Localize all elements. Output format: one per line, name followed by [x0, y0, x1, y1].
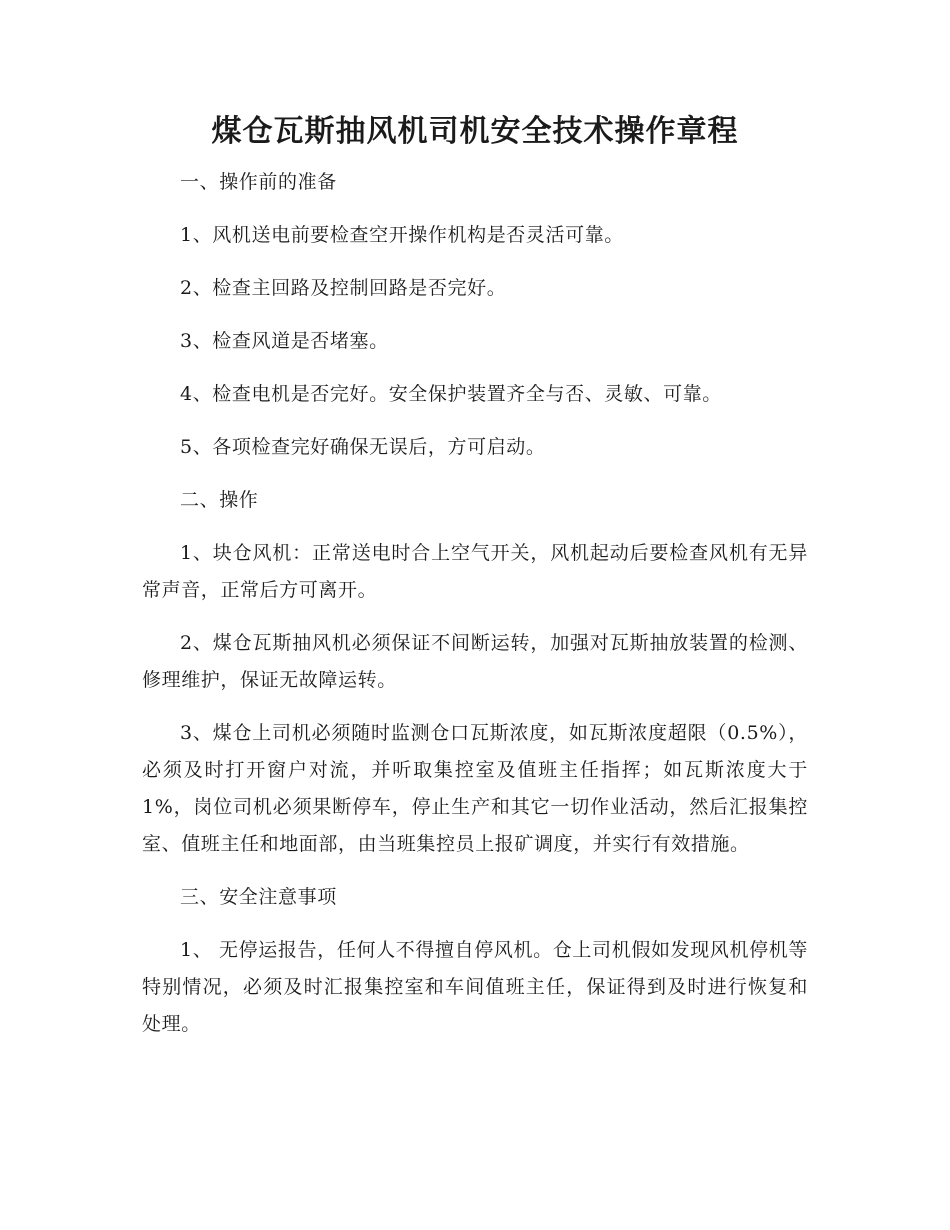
section-heading-preparation: 一、操作前的准备	[180, 171, 337, 193]
document-body	[142, 164, 808, 1059]
paragraph: 3、煤仓上司机必须随时监测仓口瓦斯浓度，如瓦斯浓度超限（0.5%），必须及时打开窗户对流，并听取集控室及值班主任指挥；如瓦斯浓度大于1%，岗位司机必须果断停车，停止生产和其它一切作业活动，然后汇报集控室、值班主任和地面部，由当班集控员上报矿调度，并实行有效措施。	[142, 722, 808, 855]
document-title: 煤仓瓦斯抽风机司机安全技术操作章程	[211, 114, 739, 149]
paragraph: 1、风机送电前要检查空开操作机构是否灵活可靠。	[180, 224, 624, 246]
paragraph: 3、检查风道是否堵塞。	[180, 330, 389, 352]
paragraph: 1、 无停运报告，任何人不得擅自停风机。仓上司机假如发现风机停机等特别情况，必须及时汇报集控室和车间值班主任，保证得到及时进行恢复和处理。	[142, 939, 808, 1035]
section-heading-operation: 二、操作	[180, 489, 259, 511]
section-heading-safety: 三、安全注意事项	[180, 886, 337, 908]
paragraph: 1、块仓风机：正常送电时合上空气开关，风机起动后要检查风机有无异常声音，正常后方可离开。	[142, 542, 808, 601]
paragraph: 5、各项检查完好确保无误后，方可启动。	[180, 436, 546, 458]
paragraph: 2、煤仓瓦斯抽风机必须保证不间断运转，加强对瓦斯抽放装置的检测、修理维护，保证无故障运转。	[142, 632, 808, 691]
paragraph: 2、检查主回路及控制回路是否完好。	[180, 277, 507, 299]
paragraph: 4、检查电机是否完好。安全保护装置齐全与否、灵敏、可靠。	[180, 383, 722, 405]
